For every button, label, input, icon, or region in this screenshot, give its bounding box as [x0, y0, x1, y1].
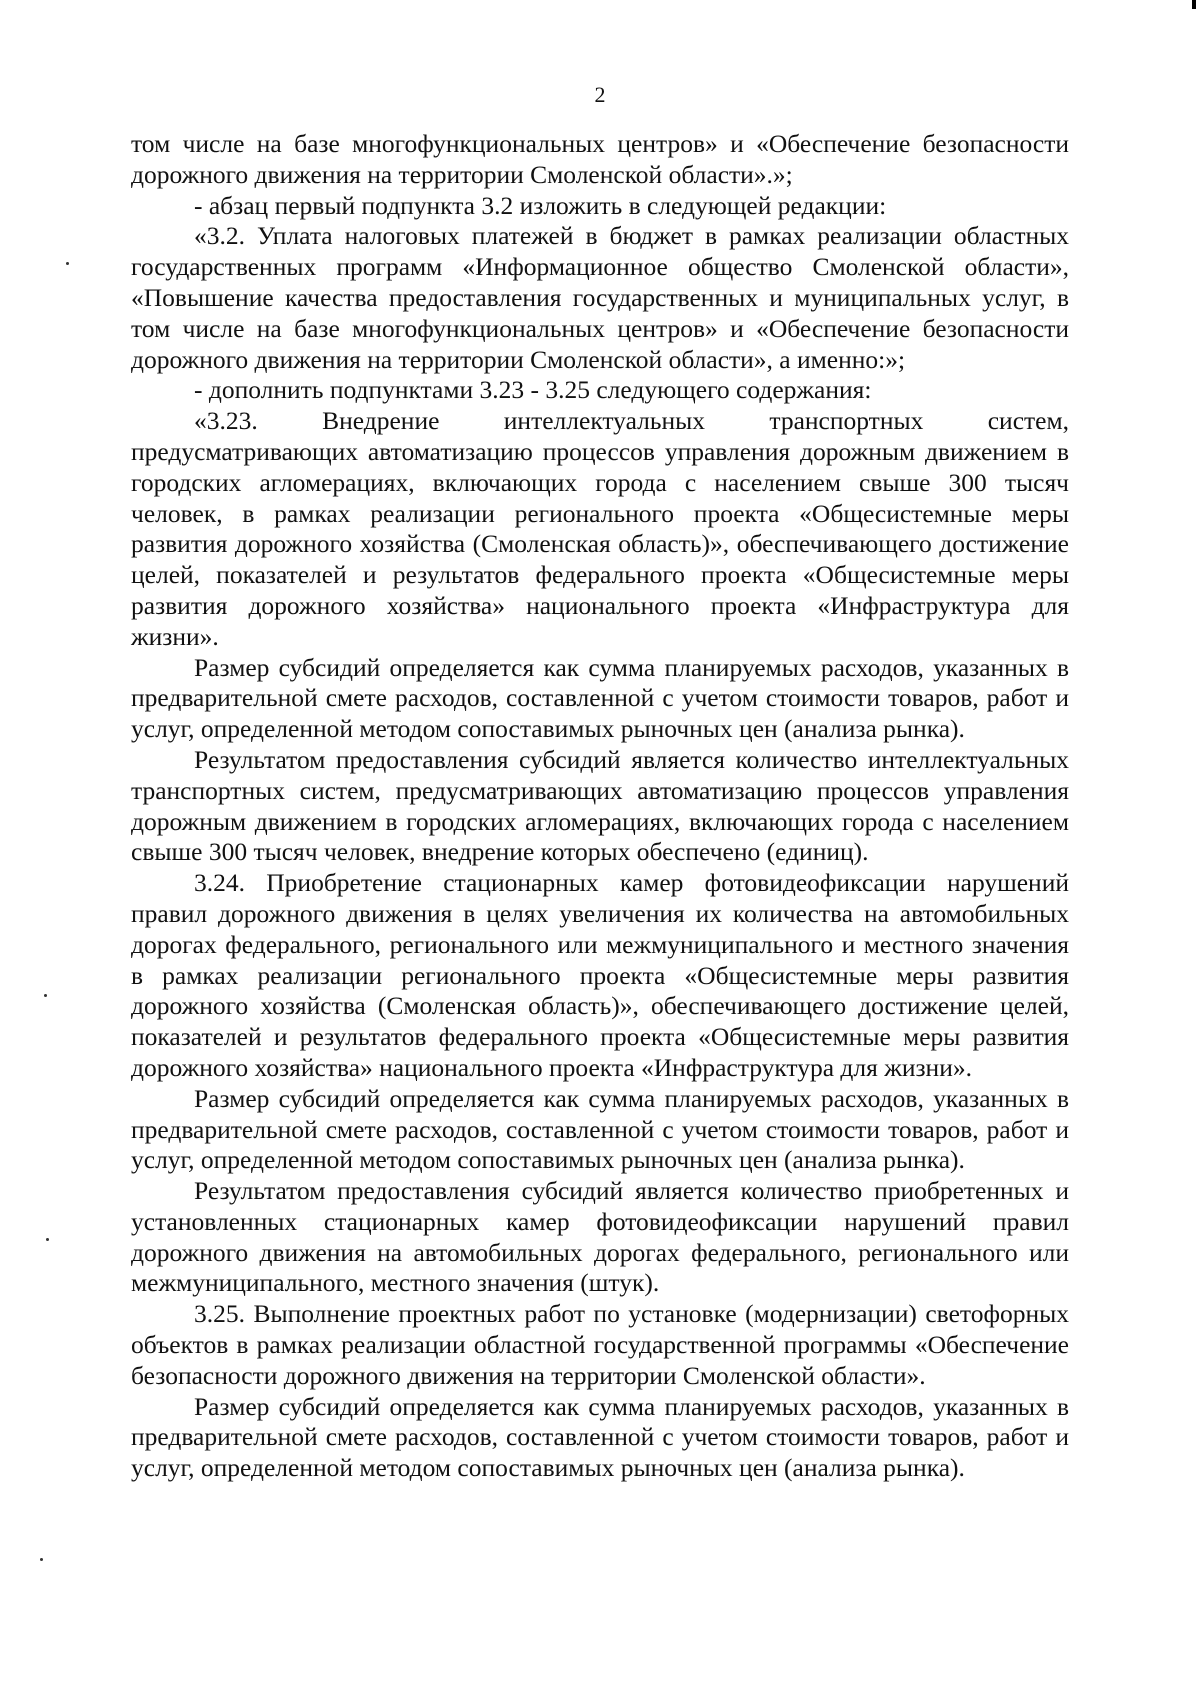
paragraph-amendment-3-23-intro: - дополнить подпунктами 3.23 - 3.25 следующего содержания: [194, 375, 872, 405]
page-number: 2 [594, 82, 606, 107]
scan-speck [46, 1238, 49, 1241]
paragraph-3-23-subsidy-size: Размер субсидий определяется как сумма планируемых расходов, указанных в предварительной смете расходов, составленной с учетом стоимости товаров, работ и услуг, определенной методом сопоставимых рыночных цен (анализа рынка). [131, 652, 1069, 744]
paragraph-3-25: 3.25. Выполнение проектных работ по установке (модернизации) светофорных объектов в рамках реализации областной государственной программы «Обеспечение безопасности дорожного движения на территории Смоленской области». [131, 1299, 1069, 1390]
document-body [131, 129, 1069, 1484]
paragraph-3-24-result: Результатом предоставления субсидий является количество приобретенных и установленных стационарных камер фотовидеофиксации нарушений правил дорожного движения на автомобильных дорогах федерального, регионального или межмуниципального, местного значения (штук). [131, 1176, 1069, 1298]
scan-speck [44, 994, 47, 997]
paragraph-3-25-subsidy-size: Размер субсидий определяется как сумма планируемых расходов, указанных в предварительной смете расходов, составленной с учетом стоимости товаров, работ и услуг, определенной методом сопоставимых рыночных цен (анализа рынка). [131, 1391, 1069, 1483]
paragraph-3-24: 3.24. Приобретение стационарных камер фотовидеофиксации нарушений правил дорожного движения в целях увеличения их количества на автомобильных дорогах федерального, регионального или межмуниципального и местного значения в рамках реализации регионального проекта «Общесистемные меры развития дорожного хозяйства (Смоленская область)», обеспечивающего достижение целей, показателей и результатов федерального проекта «Общесистемные меры развития дорожного хозяйства» национального проекта «Инфраструктура для жизни». [131, 868, 1069, 1082]
scan-speck [40, 1558, 43, 1561]
paragraph-3-23: «3.23. Внедрение интеллектуальных транспортных систем, предусматривающих автоматизацию процессов управления дорожным движением в городских агломерациях, включающих города с населением свыше 300 тысяч человек, в рамках реализации регионального проекта «Общесистемные меры развития дорожного хозяйства (Смоленская область)», обеспечивающего достижение целей, показателей и результатов федерального проекта «Общесистемные меры развития дорожного хозяйства» национального проекта «Инфраструктура для жизни». [131, 406, 1069, 651]
paragraph-3-24-subsidy-size: Размер субсидий определяется как сумма планируемых расходов, указанных в предварительной смете расходов, составленной с учетом стоимости товаров, работ и услуг, определенной методом сопоставимых рыночных цен (анализа рынка). [131, 1083, 1069, 1175]
paragraph-3-23-result: Результатом предоставления субсидий является количество интеллектуальных транспортных систем, предусматривающих автоматизацию процессов управления дорожным движением в городских агломерациях, включающих города с населением свыше 300 тысяч человек, внедрение которых обеспечено (единиц). [131, 744, 1069, 867]
paragraph-continuation: том числе на базе многофункциональных центров» и «Обеспечение безопасности дорожного движения на территории Смоленской области».»; [131, 129, 1069, 189]
scan-corner-mark [1192, 0, 1196, 9]
paragraph-3-2-text: «3.2. Уплата налоговых платежей в бюджет в рамках реализации областных государственных программ «Информационное общество Смоленской области», «Повышение качества предоставления государственных и муниципальных услуг, в том числе на базе многофункциональных центров» и «Обеспечение безопасности дорожного движения на территории Смоленской области», а именно:»; [131, 221, 1069, 374]
paragraph-amendment-3-2-intro: - абзац первый подпункта 3.2 изложить в следующей редакции: [194, 190, 887, 220]
scan-speck [66, 262, 69, 265]
